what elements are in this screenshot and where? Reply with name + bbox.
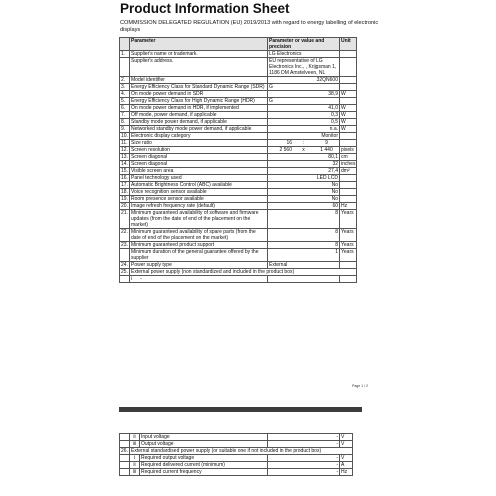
row-value: 80,1 (268, 154, 340, 161)
product-information-table (119, 37, 357, 283)
table-row (120, 126, 357, 133)
row-unit (340, 182, 357, 189)
row-parameter: Power supply type (130, 262, 268, 269)
table-row (120, 269, 357, 276)
row-unit (340, 133, 357, 140)
row-value: Monitor (268, 133, 340, 140)
table-row (120, 58, 357, 77)
row-parameter: Room presence sensor available (130, 196, 268, 203)
table-row (120, 112, 357, 119)
row-number: 20. (121, 203, 128, 209)
row-number: 13. (121, 154, 128, 160)
row-unit: V (340, 455, 353, 462)
split-part: 2 560 (279, 147, 292, 153)
row-value: 1 (268, 249, 340, 262)
row-unit: Years (340, 249, 357, 262)
row-value: No (268, 182, 340, 189)
row-unit: W (340, 105, 357, 112)
row-unit: W (340, 119, 357, 126)
row-value-split (268, 147, 340, 154)
row-value: 27,4 (268, 168, 340, 175)
row-value: 41,0 (268, 105, 340, 112)
row-number: 22. (120, 229, 130, 242)
table-row (120, 462, 353, 469)
row-number: 1. (120, 51, 130, 58)
row-value: - (268, 462, 340, 469)
row-sub: iii (130, 441, 140, 448)
row-parameter: Screen resolution (130, 147, 268, 154)
row-unit (340, 51, 357, 58)
row-number: 10. (121, 133, 128, 139)
row-number: 18. (121, 189, 128, 195)
row-value: 8 (268, 210, 340, 229)
row-number (120, 58, 130, 77)
row-unit: Years (340, 210, 357, 229)
row-number: 16. (121, 175, 128, 181)
row-number (120, 249, 130, 262)
split-part: 1 440 (320, 147, 333, 153)
row-number: 14. (121, 161, 128, 167)
row-sub: i (130, 455, 140, 462)
row-parameter: Input voltage (140, 434, 268, 441)
table-row (120, 448, 353, 455)
table-row (120, 455, 353, 462)
row-value: 32QN600 (268, 77, 340, 84)
table-row (120, 203, 357, 210)
row-unit: V (340, 434, 353, 441)
row-parameter: Minimum guaranteed product support (130, 242, 268, 249)
row-number (120, 434, 130, 441)
row-parameter: Supplier's address. (130, 58, 268, 77)
page-number: Page 1 / 2 (352, 384, 368, 388)
row-value: No (268, 196, 340, 203)
page-two (0, 412, 496, 496)
table-row (120, 175, 357, 182)
table-row (120, 441, 353, 448)
row-number: 6. (120, 105, 130, 112)
row-number: 15. (121, 168, 128, 174)
row-number: 5. (120, 98, 130, 105)
row-sub: ii (130, 462, 140, 469)
table-row (120, 154, 357, 161)
table-row (120, 98, 357, 105)
row-number: 4. (120, 91, 130, 98)
row-sub: iii (130, 469, 140, 476)
split-part: x (302, 147, 305, 153)
row-value: n.a. (268, 126, 340, 133)
row-unit (340, 77, 357, 84)
header-value: Parameter or value and precision (268, 38, 340, 51)
row-number: 7. (120, 112, 130, 119)
sub-number: i (131, 276, 133, 282)
table-row (120, 77, 357, 84)
row-unit (340, 98, 357, 105)
table-row (120, 119, 357, 126)
row-value: 8 (268, 242, 340, 249)
table-row (120, 276, 357, 283)
row-unit (340, 175, 357, 182)
row-parameter: On mode power demand in HDR, if implemented (130, 105, 268, 112)
row-parameter: Required delivered current (minimum) (140, 462, 268, 469)
table-row (120, 229, 357, 242)
document-title: Product Information Sheet (120, 1, 290, 16)
row-sub (130, 276, 268, 283)
row-unit: W (340, 91, 357, 98)
row-parameter: Model identifier (130, 77, 268, 84)
row-value: - (268, 434, 340, 441)
row-parameter: Off mode, power demand, if applicable (130, 112, 268, 119)
split-part: 16 (286, 140, 292, 146)
split-part: 9 (325, 140, 328, 146)
row-unit (340, 140, 357, 147)
row-number (120, 441, 130, 448)
row-unit (340, 262, 357, 269)
row-parameter: Minimum guaranteed availability of spare parts (from the date of end of the placement on the market) (130, 229, 268, 242)
table-row (120, 434, 353, 441)
row-number: 21. (120, 210, 130, 229)
row-parameter: External power supply (non standardized and included in the product box) (130, 269, 357, 276)
row-parameter: Visible screen area (130, 168, 268, 175)
table-header-row (120, 38, 357, 51)
row-unit: Hz (340, 469, 353, 476)
row-value: LG Electronics (268, 51, 340, 58)
table-row (120, 84, 357, 91)
row-value: - (268, 469, 340, 476)
row-number: 17. (121, 182, 128, 188)
row-parameter: On mode power demand in SDR (130, 91, 268, 98)
row-value: EU representative of LG Electronics Inc., , Krijgsman 1, 1186 DM Amstelveen, NL (268, 58, 340, 77)
row-number: 26. (121, 448, 128, 454)
row-number: 9. (120, 126, 130, 133)
table-row (120, 161, 357, 168)
row-parameter: Standby mode power demand, if applicable (130, 119, 268, 126)
row-parameter: Required output voltage (140, 455, 268, 462)
row-parameter: Required current frequency (140, 469, 268, 476)
table-row (120, 469, 353, 476)
row-parameter: Output voltage (140, 441, 268, 448)
row-unit: Years (340, 229, 357, 242)
row-number: 2. (120, 77, 130, 84)
row-parameter: Panel technology used (130, 175, 268, 182)
table-row (120, 210, 357, 229)
row-parameter: Minimum duration of the general guarantee offered by the supplier (130, 249, 268, 262)
row-parameter: Automatic Brightness Control (ABC) available (130, 182, 268, 189)
row-value: G (268, 98, 340, 105)
row-number: 19. (121, 196, 128, 202)
row-value: - (268, 441, 340, 448)
row-number: 24. (121, 262, 128, 268)
table-row (120, 262, 357, 269)
row-unit: W (340, 112, 357, 119)
table-row (120, 249, 357, 262)
row-value: 38,9 (268, 91, 340, 98)
row-unit: inches (341, 161, 356, 167)
row-unit (340, 196, 357, 203)
table-row (120, 189, 357, 196)
table-row (120, 182, 357, 189)
row-value: 0,5 (268, 119, 340, 126)
row-number: 23. (121, 242, 128, 248)
table-row (120, 168, 357, 175)
row-number: 11. (121, 140, 128, 146)
row-value: G (268, 84, 340, 91)
row-unit (340, 58, 357, 77)
row-number (120, 469, 130, 476)
row-value: 32 (268, 161, 340, 168)
power-supply-table-body (120, 434, 353, 476)
row-parameter: Image refresh frequency rate (default) (130, 203, 268, 210)
table-body (120, 51, 357, 283)
row-value: 0,3 (268, 112, 340, 119)
table-row (120, 105, 357, 112)
row-parameter: Minimum guaranteed availability of software and firmware updates (from the date of end of the placement on the market) (130, 210, 268, 229)
table-row (120, 91, 357, 98)
regulation-subtitle: COMMISSION DELEGATED REGULATION (EU) 2019/2013 with regard to energy labelling of electronic displays (120, 20, 379, 33)
row-parameter: Supplier's name or trademark. (130, 51, 268, 58)
row-value: LED LCD (268, 175, 340, 182)
row-unit (340, 189, 357, 196)
row-number: 8. (120, 119, 130, 126)
row-unit: Years (340, 242, 357, 249)
header-unit: Unit (340, 38, 357, 51)
table-row (120, 133, 357, 140)
row-unit: V (340, 441, 353, 448)
table-row (120, 51, 357, 58)
row-parameter: Screen diagonal (130, 154, 268, 161)
row-value (268, 276, 340, 283)
row-value: No (268, 189, 340, 196)
row-unit: A (340, 462, 353, 469)
row-unit (340, 276, 357, 283)
row-number (120, 276, 133, 283)
row-number: 3. (120, 84, 130, 91)
row-parameter: Voice recognition sensor available (130, 189, 268, 196)
row-value: External (268, 262, 340, 269)
row-unit (340, 84, 357, 91)
table-row (120, 242, 357, 249)
row-unit: pixels (340, 147, 357, 154)
row-unit: Hz (340, 203, 357, 210)
row-number (120, 462, 130, 469)
header-number-cell (120, 38, 130, 51)
table-row (120, 140, 357, 147)
split-part: : (302, 140, 305, 146)
row-sub: ii (130, 434, 140, 441)
row-value: 8 (268, 229, 340, 242)
row-value: - (268, 455, 340, 462)
row-parameter: External standardised power supply (or suitable one if not included in the product box) (130, 448, 353, 455)
header-parameter: Parameter (130, 38, 268, 51)
power-supply-table (119, 433, 353, 476)
row-unit: W (340, 126, 357, 133)
row-number: 25. (121, 269, 128, 275)
row-value-split (268, 140, 340, 147)
row-parameter: Energy Efficiency Class for Standard Dynamic Range (SDR) (130, 84, 268, 91)
table-row (120, 147, 357, 154)
row-value: 60 (268, 203, 340, 210)
row-unit: cm (340, 154, 357, 161)
row-parameter: Size ratio (130, 140, 268, 147)
row-parameter: Energy Efficiency Class for High Dynamic Range (HDR) (130, 98, 268, 105)
row-number: 12. (121, 147, 128, 153)
row-parameter: Electronic display category (130, 133, 268, 140)
table-row (120, 196, 357, 203)
row-unit: dm² (340, 168, 357, 175)
sub-value: - (140, 276, 142, 282)
row-parameter: Networked standby mode power demand, if applicable (130, 126, 268, 133)
row-parameter: Screen diagonal (130, 161, 268, 168)
row-number (120, 455, 130, 462)
